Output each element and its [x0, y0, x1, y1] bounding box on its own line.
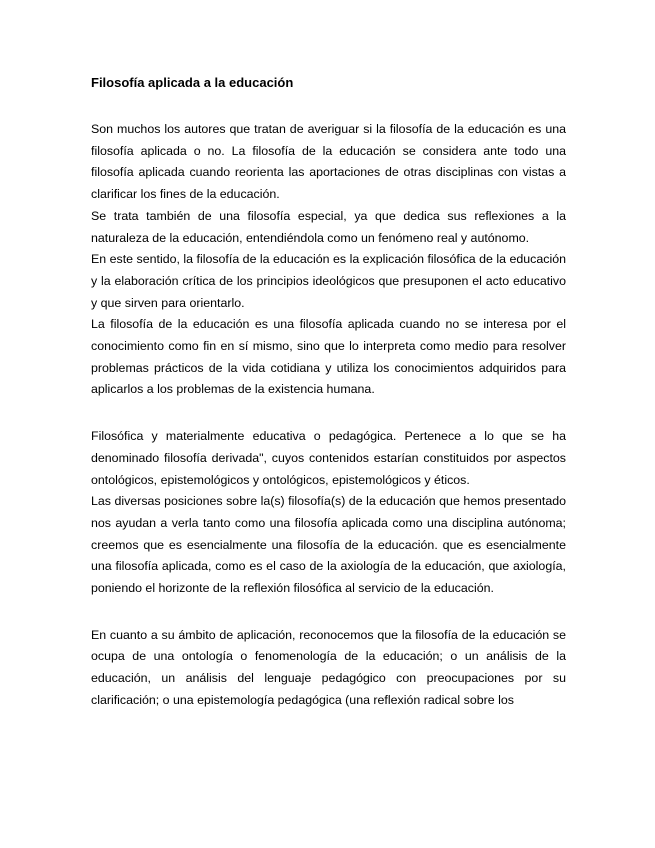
paragraph-spacer — [91, 401, 566, 426]
paragraph-2: Se trata también de una filosofía especial, ya que dedica sus reflexiones a la naturaleza de la educación, entendiéndola como un fenómeno real y autónomo. — [91, 208, 566, 245]
paragraph-4: La filosofía de la educación es una filosofía aplicada cuando no se interesa por el conocimiento como fin en sí mismo, sino que lo interpreta como medio para resolver problemas prácticos de la vida cotidiana y utiliza los conocimientos adquiridos para aplicarlos a los problemas de la existencia humana. — [91, 317, 566, 397]
paragraph-5: Filosófica y materialmente educativa o pedagógica. Pertenece a lo que se ha denominado filosofía derivada", cuyos contenidos estarían constituidos por aspectos ontológicos, epistemológicos y ontológicos, epistemológicos y éticos. — [91, 429, 566, 487]
paragraph-1: Son muchos los autores que tratan de averiguar si la filosofía de la educación es una filosofía aplicada o no. La filosofía de la educación se considera ante todo una filosofía aplicada cuando reorienta las aportaciones de otras disciplinas con vistas a clarificar los fines de la educación. — [91, 122, 566, 202]
paragraph-3: En este sentido, la filosofía de la educación es la explicación filosófica de la educación y la elaboración crítica de los principios ideológicos que presuponen el acto educativo y que sirven para orientarlo. — [91, 252, 566, 310]
paragraph-6: Las diversas posiciones sobre la(s) filosofía(s) de la educación que hemos presentado nos ayudan a verla tanto como una filosofía aplicada como una disciplina autónoma; creemos que es esencialmente una filosofía de la educación. que es esencialmente una filosofía aplicada, como es el caso de la axiología de la educación, que axiología, poniendo el horizonte de la reflexión filosófica al servicio de la educación. — [91, 494, 566, 596]
document-title: Filosofía aplicada a la educación — [91, 75, 294, 90]
document-page — [91, 73, 566, 712]
paragraph-7: En cuanto a su ámbito de aplicación, reconocemos que la filosofía de la educación se ocupa de una ontología o fenomenología de la educación; o un análisis de la educación, un análisis del lenguaje pedagógico con preocupaciones por su clarificación; o una epistemología pedagógica (una reflexión radical sobre los — [91, 627, 566, 707]
paragraph-spacer — [91, 600, 566, 625]
